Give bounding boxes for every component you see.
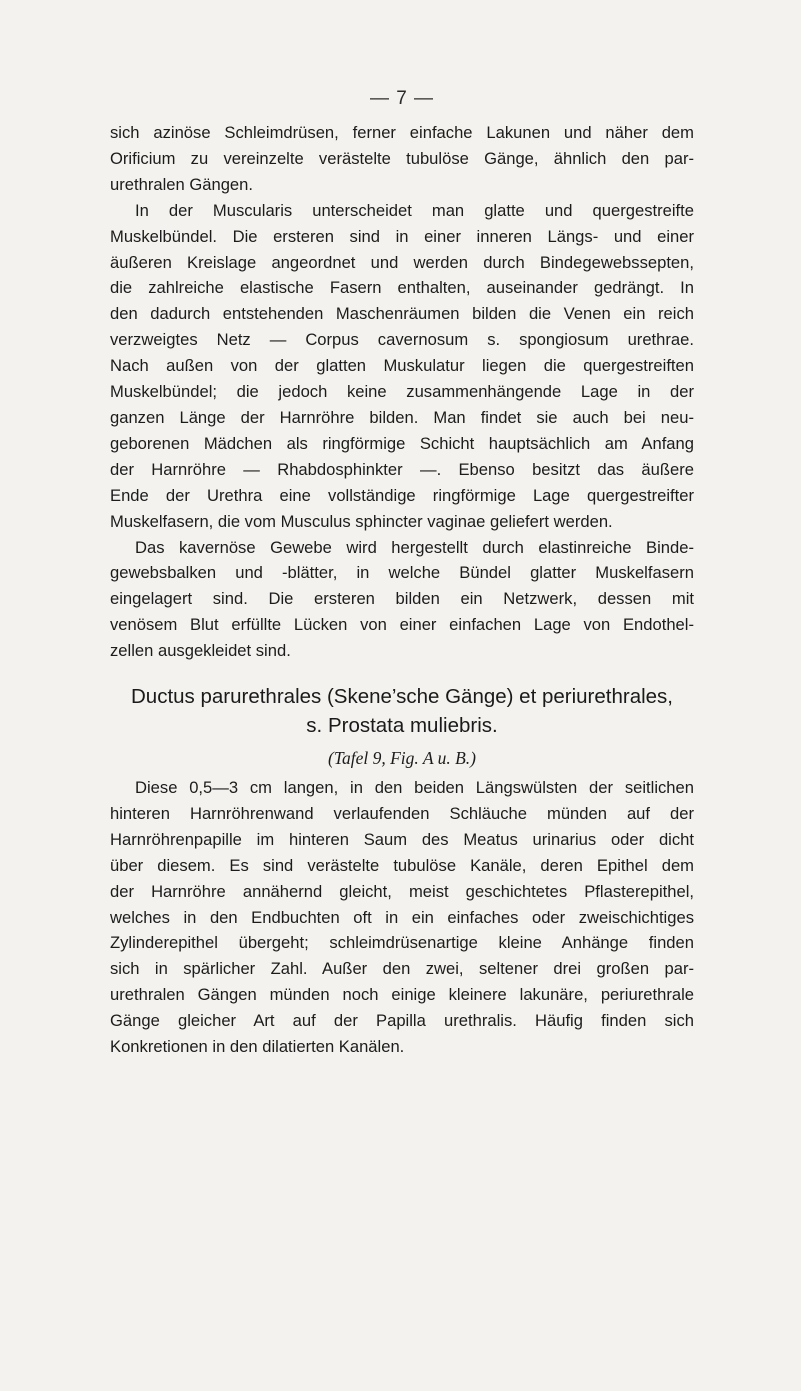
text-line: welches in den Endbuchten oft in ein einfaches oder zweischichtiges bbox=[110, 907, 694, 927]
text-line: der Harnröhre — Rhabdosphinkter —. Ebenso besitzt das äußere bbox=[110, 459, 694, 479]
text-line: äußeren Kreislage angeordnet und werden durch Bindegewebssepten, bbox=[110, 252, 694, 272]
text-line: die zahlreiche elastische Fasern enthalten, auseinander gedrängt. In bbox=[110, 278, 694, 298]
text-line: hinteren Harnröhrenwand verlaufenden Schläuche münden auf der bbox=[110, 803, 694, 823]
text-line: verzweigtes Netz — Corpus cavernosum s. spongiosum urethrae. bbox=[110, 330, 694, 350]
paragraph bbox=[110, 198, 694, 535]
page-number: — 7 — bbox=[369, 88, 435, 109]
text-line: Orificium zu vereinzelte verästelte tubulöse Gänge, ähnlich den par- bbox=[110, 148, 694, 168]
text-line: den dadurch entstehenden Maschenräumen bilden die Venen ein reich bbox=[110, 304, 694, 324]
text-line: In der Muscularis unterscheidet man glatte und quergestreifte bbox=[135, 200, 694, 220]
text-line: urethralen Gängen münden noch einige kleinere lakunäre, periurethrale bbox=[110, 985, 694, 1005]
body-text-bottom bbox=[110, 775, 694, 1060]
text-line: Muskelfasern, die vom Musculus sphincter vaginae geliefert werden. bbox=[110, 511, 613, 531]
paragraph bbox=[110, 120, 694, 198]
document-page bbox=[110, 88, 694, 1060]
text-line: Zylinderepithel übergeht; schleimdrüsenartige kleine Anhänge finden bbox=[110, 933, 694, 953]
section-heading-line-1: Ductus parurethrales (Skene’sche Gänge) et periurethrales, bbox=[130, 685, 674, 709]
text-line: Konkretionen in den dilatierten Kanälen. bbox=[110, 1037, 405, 1057]
section-heading-line-2: s. Prostata muliebris. bbox=[306, 714, 498, 738]
text-line: sich in spärlicher Zahl. Außer den zwei, seltener drei großen par- bbox=[110, 959, 694, 979]
text-line: venösem Blut erfüllte Lücken von einer einfachen Lage von Endothel- bbox=[110, 615, 694, 635]
text-line: Das kavernöse Gewebe wird hergestellt durch elastinreiche Binde- bbox=[135, 537, 694, 557]
text-line: Muskelbündel. Die ersteren sind in einer inneren Längs- und einer bbox=[110, 226, 694, 246]
text-line: Muskelbündel; die jedoch keine zusammenhängende Lage in der bbox=[110, 382, 694, 402]
text-line: Nach außen von der glatten Muskulatur liegen die quergestreiften bbox=[110, 356, 694, 376]
text-line: Harnröhrenpapille im hinteren Saum des Meatus urinarius oder dicht bbox=[110, 829, 694, 849]
text-line: sich azinöse Schleimdrüsen, ferner einfache Lakunen und näher dem bbox=[110, 123, 694, 142]
body-text-top bbox=[110, 120, 694, 664]
paragraph bbox=[110, 535, 694, 665]
text-line: Ende der Urethra eine vollständige ringförmige Lage quergestreifter bbox=[110, 485, 694, 505]
text-line: Diese 0,5—3 cm langen, in den beiden Längswülsten der seitlichen bbox=[135, 778, 694, 798]
text-line: der Harnröhre annähernd gleicht, meist geschichtetes Pflasterepithel, bbox=[110, 881, 694, 901]
text-line: geborenen Mädchen als ringförmige Schicht hauptsächlich am Anfang bbox=[110, 433, 694, 453]
text-line: zellen ausgekleidet sind. bbox=[110, 641, 291, 661]
text-line: ganzen Länge der Harnröhre bilden. Man findet sie auch bei neu- bbox=[110, 407, 694, 427]
paragraph bbox=[110, 775, 694, 1060]
text-line: über diesem. Es sind verästelte tubulöse Kanäle, deren Epithel dem bbox=[110, 855, 694, 875]
figure-reference: (Tafel 9, Fig. A u. B.) bbox=[328, 748, 476, 769]
text-line: urethralen Gängen. bbox=[110, 174, 253, 194]
text-line: gewebsbalken und -blätter, in welche Bündel glatter Muskelfasern bbox=[110, 563, 694, 583]
section-heading bbox=[110, 682, 694, 740]
text-line: Gänge gleicher Art auf der Papilla urethralis. Häufig finden sich bbox=[110, 1011, 694, 1031]
text-line: eingelagert sind. Die ersteren bilden ein Netzwerk, dessen mit bbox=[110, 589, 694, 609]
